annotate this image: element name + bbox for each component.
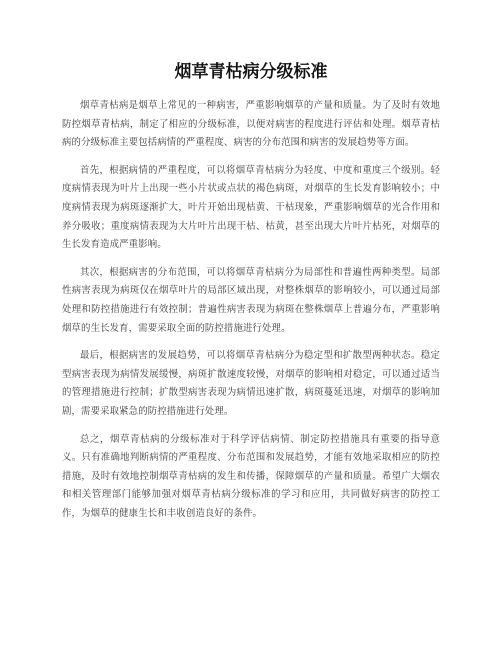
- paragraph-distribution: 其次，根据病害的分布范围，可以将烟草青枯病分为局部性和普遍性两种类型。局部性病害表现为病斑仅在烟草叶片的局部区域出现，对整株烟草的影响较小，可以通过局部处理和防控措施进行有效控制；普遍性病害表现为病斑在整株烟草上普遍分布，严重影响烟草的生长发育，需要采取全面的防控措施进行处理。: [62, 266, 440, 334]
- document-body: [62, 97, 440, 532]
- paragraph-trend: 最后，根据病害的发展趋势，可以将烟草青枯病分为稳定型和扩散型两种状态。稳定型病害表现为病情发展缓慢，病斑扩散速度较慢，对烟草的影响相对稳定，可以通过适当的管理措施进行控制；扩散型病害表现为病情迅速扩散，病斑蔓延迅速，对烟草的影响加剧，需要采取紧急的防控措施进行处理。: [62, 350, 440, 417]
- paragraph-intro: 烟草青枯病是烟草上常见的一种病害，严重影响烟草的产量和质量。为了及时有效地防控烟草青枯病，制定了相应的分级标准，以便对病害的程度进行评估和处理。烟草青枯病的分级标准主要包括病情的严重程度、病害的分布范围和病害的发展趋势等方面。: [62, 100, 440, 149]
- paragraph-conclusion: 总之，烟草青枯病的分级标准对于科学评估病情、制定防控措施具有重要的指导意义。只有准确地判断病情的严重程度、分布范围和发展趋势，才能有效地采取相应的防控措施，及时有效地控制烟草青枯病的发生和传播，保障烟草的产量和质量。希望广大烟农和相关管理部门能够加强对烟草青枯病分级标准的学习和应用，共同做好病害的防控工作，为烟草的健康生长和丰收创造良好的条件。: [62, 433, 440, 519]
- paragraph-severity: 首先，根据病情的严重程度，可以将烟草青枯病分为轻度、中度和重度三个级别。轻度病情表现为叶片上出现一些小片状或点状的褐色病斑，对烟草的生长发育影响较小；中度病情表现为病斑逐渐扩大，叶片开始出现枯黄、干枯现象，严重影响烟草的光合作用和养分吸收；重度病情表现为大片叶片出现干枯、枯黄，甚至出现大片叶片枯死，对烟草的生长发育造成严重影响。: [62, 164, 440, 251]
- document-title: 烟草青枯病分级标准: [174, 62, 328, 82]
